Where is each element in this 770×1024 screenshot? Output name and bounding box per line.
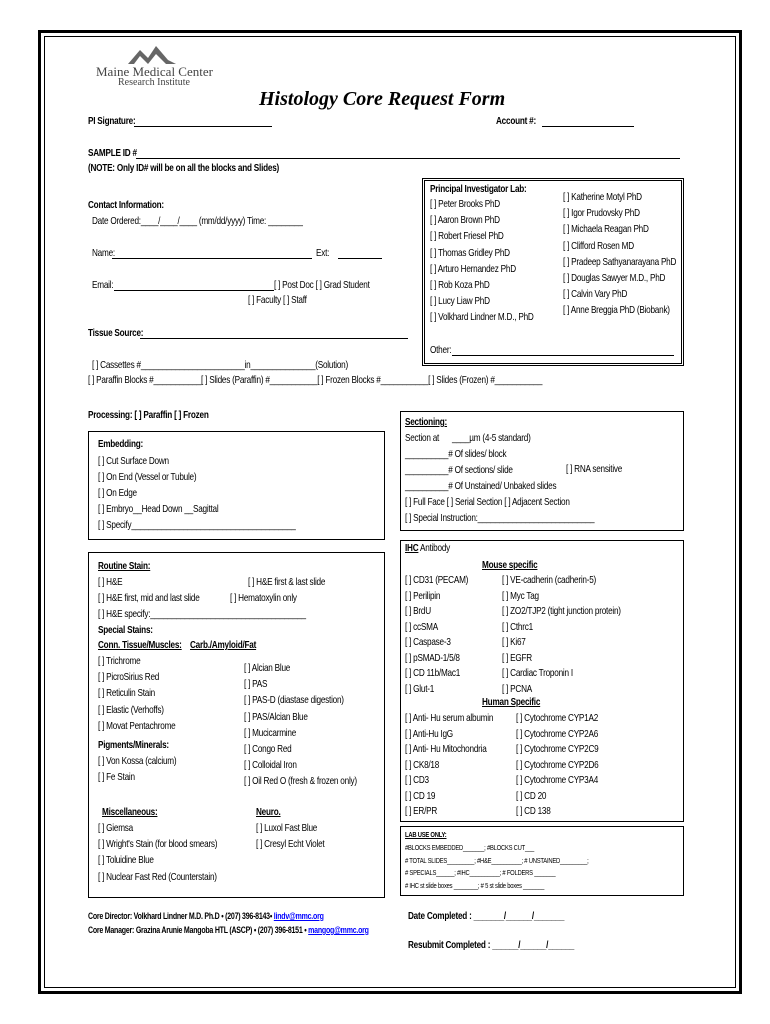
conn-stain-option[interactable]: [ ] Reticulin Stain [98, 687, 156, 700]
form-title: Histology Core Request Form [259, 88, 506, 110]
misc-stain-option[interactable]: [ ] Wright's Stain (for blood smears) [98, 838, 218, 851]
misc-stain-option[interactable]: [ ] Giemsa [98, 822, 133, 834]
ihc-mouse-option[interactable]: [ ] ZO2/TJP2 (tight junction protein) [502, 605, 621, 617]
sectioning-count-field[interactable]: __________# Of sections/ slide [405, 464, 513, 476]
pi-checkbox[interactable]: [ ] Michaela Reagan PhD [563, 223, 649, 236]
he-checkbox[interactable]: [ ] H&E [98, 576, 123, 588]
routine-stain-heading: Routine Stain: [98, 560, 151, 572]
ihc-mouse-option[interactable]: [ ] Glut-1 [405, 682, 435, 695]
ihc-human-option[interactable]: [ ] Cytochrome CYP2D6 [516, 758, 599, 771]
pi-checkbox[interactable]: [ ] Aaron Brown PhD [430, 214, 500, 227]
carb-stain-option[interactable]: [ ] Alcian Blue [244, 662, 291, 674]
lab-use-line[interactable]: # TOTAL SLIDES_________; #H&E__________; # UNSTAINED_________; [405, 855, 589, 865]
lab-use-line[interactable]: #BLOCKS EMBEDDED_______; #BLOCKS CUT___ [405, 843, 535, 852]
core-manager-text: Core Manager: Grazina Arunie Mangoba HTL (ASCP) • (207) 396-8151 • [88, 925, 309, 935]
sectioning-heading: Sectioning: [405, 416, 448, 428]
hematoxylin-checkbox[interactable]: [ ] Hematoxylin only [230, 592, 297, 604]
ihc-mouse-option[interactable]: [ ] Cthrc1 [502, 620, 533, 633]
name-field[interactable] [112, 258, 312, 259]
org-name: Maine Medical Center [96, 64, 213, 79]
post-doc-checkbox[interactable]: [ ] Post Doc [ ] Grad Student [274, 279, 370, 291]
embedding-option[interactable]: [ ] Specify______________________________________ [98, 519, 296, 531]
lab-use-heading: LAB USE ONLY: [405, 830, 447, 839]
resubmit-completed-field[interactable]: Resubmit Completed : ______/______/______ [408, 939, 575, 951]
ihc-mouse-option[interactable]: [ ] CD31 (PECAM) [405, 574, 469, 586]
core-director-text: Core Director: Volkhard Lindner M.D. Ph.D • (207) 396-8143• [88, 911, 274, 921]
ihc-mouse-option[interactable]: [ ] ccSMA [405, 620, 438, 633]
blocks-line[interactable]: [ ] Paraffin Blocks #___________[ ] Slides (Paraffin) #___________[ ] Frozen Blocks #___________[ ] Slides (Frozen) #___________ [88, 374, 543, 386]
embedding-option[interactable]: [ ] Cut Surface Down [98, 455, 169, 467]
carb-stain-option[interactable]: [ ] Congo Red [244, 743, 292, 755]
conn-stain-option[interactable]: [ ] Elastic (Verhoffs) [98, 703, 164, 716]
pi-checkbox[interactable]: [ ] Pradeep Sathyanarayana PhD [563, 255, 677, 268]
ihc-mouse-option[interactable]: [ ] Perilipin [405, 589, 441, 602]
he-specify-field[interactable]: [ ] H&E specify:____________________________________ [98, 608, 306, 620]
misc-stain-option[interactable]: [ ] Toluidine Blue [98, 854, 154, 867]
email-label: Email: [92, 279, 114, 291]
neuro-stain-option[interactable]: [ ] Luxol Fast Blue [256, 822, 318, 834]
pi-checkbox[interactable]: [ ] Anne Breggia PhD (Biobank) [563, 304, 670, 317]
carb-stain-option[interactable]: [ ] PAS/Alcian Blue [244, 710, 308, 723]
sample-id-field[interactable] [136, 158, 680, 159]
ihc-human-option[interactable]: [ ] CD 138 [516, 805, 551, 817]
ihc-human-option[interactable]: [ ] Cytochrome CYP1A2 [516, 712, 599, 724]
carb-stain-option[interactable]: [ ] Colloidal Iron [244, 759, 297, 772]
pi-checkbox[interactable]: [ ] Douglas Sawyer M.D., PhD [563, 272, 666, 284]
ihc-heading-label: IHC [405, 542, 419, 554]
email-field[interactable] [114, 290, 274, 291]
ihc-human-option[interactable]: [ ] CK8/18 [405, 758, 440, 771]
conn-stain-option[interactable]: [ ] Trichrome [98, 655, 141, 667]
date-ordered-field[interactable]: Date Ordered:____/____/____ (mm/dd/yyyy) Time: ________ [92, 215, 303, 227]
pi-checkbox[interactable]: [ ] Peter Brooks PhD [430, 198, 500, 210]
carb-stain-option[interactable]: [ ] PAS [244, 678, 268, 691]
pi-checkbox[interactable]: [ ] Lucy Liaw PhD [430, 295, 490, 308]
conn-stain-option[interactable]: [ ] PicroSirius Red [98, 671, 160, 684]
pigments-heading: Pigments/Minerals: [98, 739, 169, 751]
ihc-heading-suffix: Antibody [418, 542, 450, 554]
pigment-stain-option[interactable]: [ ] Fe Stain [98, 771, 135, 784]
processing-label[interactable]: Processing: [ ] Paraffin [ ] Frozen [88, 409, 209, 421]
account-label: Account #: [496, 115, 536, 127]
special-instruction-field[interactable]: [ ] Special Instruction:___________________________ [405, 512, 595, 524]
ihc-human-option[interactable]: [ ] CD 19 [405, 789, 436, 802]
special-stains-heading: Special Stains: [98, 624, 153, 636]
ext-field[interactable] [338, 258, 382, 259]
sectioning-count-field[interactable]: __________# Of Unstained/ Unbaked slides [405, 480, 557, 492]
mouse-specific-heading: Mouse specific [482, 559, 538, 571]
embedding-heading: Embedding: [98, 438, 143, 450]
sample-id-label: SAMPLE ID # [88, 147, 137, 159]
ihc-human-option[interactable]: [ ] Cytochrome CYP3A4 [516, 774, 599, 786]
pi-signature-field[interactable] [134, 126, 272, 127]
pi-checkbox[interactable]: [ ] Thomas Gridley PhD [430, 246, 510, 259]
human-specific-heading: Human Specific [482, 696, 541, 708]
tissue-source-label: Tissue Source: [88, 327, 144, 339]
ihc-human-option[interactable]: [ ] Anti- Hu Mitochondria [405, 743, 487, 755]
carb-stain-option[interactable]: [ ] PAS-D (diastase digestion) [244, 694, 344, 707]
date-completed-field[interactable]: Date Completed : _______/______/_______ [408, 910, 565, 922]
ihc-mouse-option[interactable]: [ ] Caspase-3 [405, 636, 451, 648]
contact-heading: Contact Information: [88, 199, 164, 211]
neuro-stain-option[interactable]: [ ] Cresyl Echt Violet [256, 838, 325, 851]
ihc-mouse-option[interactable]: [ ] PCNA [502, 682, 532, 695]
embedding-option[interactable]: [ ] On End (Vessel or Tubule) [98, 471, 197, 483]
pi-checkbox[interactable]: [ ] Calvin Vary PhD [563, 288, 628, 301]
ihc-mouse-option[interactable]: [ ] Cardiac Troponin I [502, 667, 573, 679]
conn-tissue-heading: Conn. Tissue/Muscles: [98, 639, 182, 651]
pi-checkbox[interactable]: [ ] Rob Koza PhD [430, 279, 490, 291]
pi-checkbox[interactable]: [ ] Volkhard Lindner M.D., PhD [430, 311, 534, 324]
core-director [88, 911, 324, 921]
section-at-label: Section at [405, 432, 440, 444]
embedding-option[interactable]: [ ] On Edge [98, 487, 137, 499]
ihc-human-option[interactable]: [ ] CD3 [405, 774, 429, 786]
carb-stain-option[interactable]: [ ] Mucicarmine [244, 726, 297, 739]
ihc-human-option[interactable]: [ ] Anti-Hu IgG [405, 727, 453, 740]
lab-use-line[interactable]: # IHC st slide boxes ________; # 5 st slide boxes _______ [405, 880, 545, 890]
pi-checkbox[interactable]: [ ] Katherine Motyl PhD [563, 191, 642, 203]
ihc-human-option[interactable]: [ ] CD 20 [516, 789, 547, 802]
pigment-stain-option[interactable]: [ ] Von Kossa (calcium) [98, 755, 177, 767]
ihc-mouse-option[interactable]: [ ] VE-cadherin (cadherin-5) [502, 574, 597, 586]
carb-stain-option[interactable]: [ ] Oil Red O (fresh & frozen only) [244, 775, 357, 788]
conn-stain-option[interactable]: [ ] Movat Pentachrome [98, 719, 176, 732]
mmc-logo-icon [126, 44, 178, 66]
pi-other-label: Other: [430, 344, 452, 356]
he-first-mid-last-checkbox[interactable]: [ ] H&E first, mid and last slide [98, 592, 200, 604]
ihc-mouse-option[interactable]: [ ] CD 11b/Mac1 [405, 667, 461, 679]
manager-email-link[interactable]: mangog@mmc.org [308, 925, 369, 935]
ihc-mouse-option[interactable]: [ ] Myc Tag [502, 589, 539, 602]
full-face-options[interactable]: [ ] Full Face [ ] Serial Section [ ] Adjacent Section [405, 496, 570, 508]
cassettes-line[interactable]: [ ] Cassettes #________________________in_______________(Solution) [92, 359, 348, 371]
org-subtitle: Research Institute [118, 77, 190, 88]
lab-use-line[interactable]: # SPECIALS______; #IHC__________; # FOLDERS _______ [405, 868, 556, 877]
misc-heading: Miscellaneous: [102, 806, 158, 818]
pi-other-field[interactable] [452, 355, 674, 356]
sectioning-count-field[interactable]: __________# Of slides/ block [405, 448, 507, 460]
pi-checkbox[interactable]: [ ] Igor Prudovsky PhD [563, 207, 640, 220]
embedding-option[interactable]: [ ] Embryo__Head Down __Sagittal [98, 503, 219, 515]
neuro-heading: Neuro. [256, 806, 281, 818]
carb-heading: Carb./Amyloid/Fat [190, 639, 257, 651]
ihc-human-option[interactable]: [ ] Anti- Hu serum albumin [405, 712, 494, 724]
ihc-human-option[interactable]: [ ] Cytochrome CYP2A6 [516, 727, 599, 740]
account-field[interactable] [542, 126, 634, 127]
core-manager [88, 925, 369, 935]
ihc-human-option[interactable]: [ ] Cytochrome CYP2C9 [516, 743, 599, 755]
director-email-link[interactable]: lindv@mmc.org [273, 911, 324, 921]
rna-sensitive-checkbox[interactable]: [ ] RNA sensitive [566, 463, 623, 475]
misc-stain-option[interactable]: [ ] Nuclear Fast Red (Counterstain) [98, 870, 217, 883]
pi-checkbox[interactable]: [ ] Arturo Hernandez PhD [430, 262, 516, 275]
pi-signature-label: PI Signature: [88, 115, 136, 127]
pi-checkbox[interactable]: [ ] Clifford Rosen MD [563, 239, 634, 252]
he-first-last-checkbox[interactable]: [ ] H&E first & last slide [248, 576, 326, 588]
ihc-heading [405, 542, 450, 554]
name-label: Name: [92, 247, 115, 259]
ihc-mouse-option[interactable]: [ ] Ki67 [502, 636, 526, 648]
ihc-mouse-option[interactable]: [ ] BrdU [405, 605, 431, 617]
pi-checkbox[interactable]: [ ] Robert Friesel PhD [430, 230, 504, 243]
ihc-mouse-option[interactable]: [ ] EGFR [502, 651, 532, 664]
faculty-checkbox[interactable]: [ ] Faculty [ ] Staff [248, 294, 307, 306]
tissue-source-field[interactable] [140, 338, 408, 339]
ihc-human-option[interactable]: [ ] ER/PR [405, 805, 438, 817]
pi-lab-heading: Principal Investigator Lab: [430, 183, 527, 195]
ihc-mouse-option[interactable]: [ ] pSMAD-1/5/8 [405, 651, 460, 664]
section-thickness-field[interactable]: ____µm (4-5 standard) [452, 432, 531, 444]
sample-note: (NOTE: Only ID# will be on all the blocks and Slides) [88, 162, 280, 174]
ext-label: Ext: [316, 247, 330, 259]
